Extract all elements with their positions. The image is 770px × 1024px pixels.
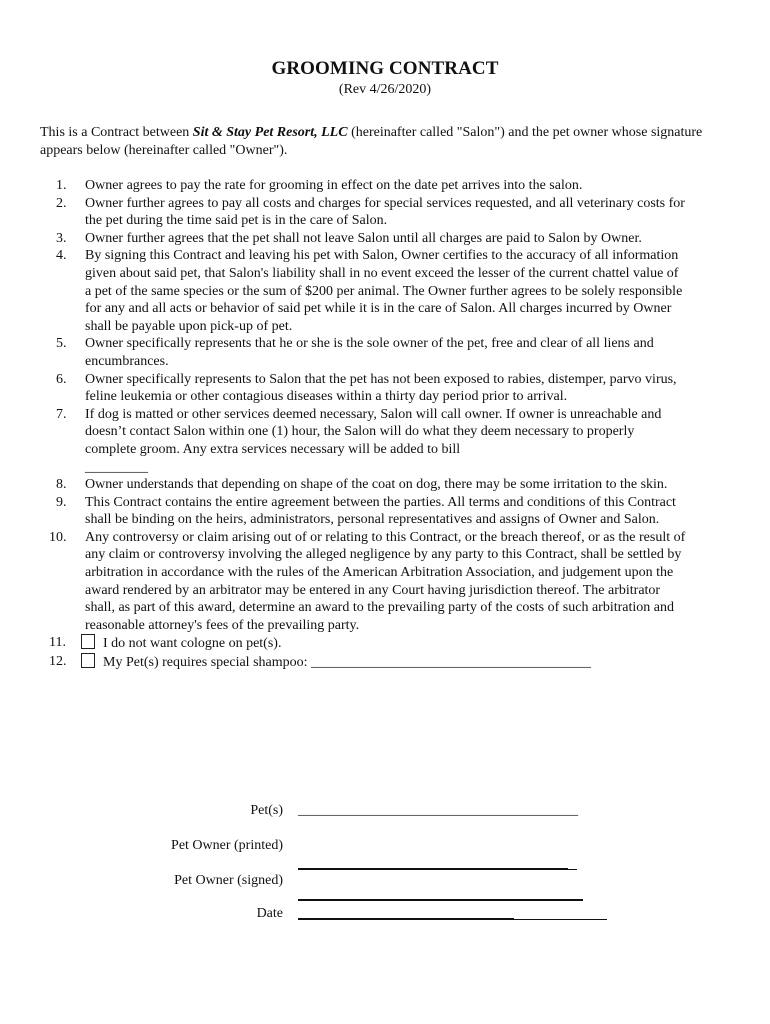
term-text: Owner further agrees that the pet shall not leave Salon until all charges are paid to Salon by Owner. [85,230,642,246]
term-number: 8. [56,477,67,493]
term-item [40,195,688,230]
term-text: My Pet(s) requires special shampoo: [103,655,312,671]
salon-name: Sit & Stay Pet Resort, LLC [192,125,348,140]
term-item [40,529,688,635]
extra-services-blank[interactable]: _________ [85,459,148,475]
term-item [40,476,688,494]
term-number: 1. [56,178,67,193]
date-label: Date [256,906,283,921]
term-item [40,406,688,476]
term-item [40,653,688,672]
owner-signed-line[interactable] [298,899,583,901]
pets-blank[interactable]: ________________________________________ [298,803,578,818]
pets-label: Pet(s) [250,803,283,818]
no-cologne-checkbox[interactable] [81,634,95,649]
term-number: 12. [49,654,67,670]
term-text: Owner further agrees to pay all costs and charges for special services requested, and all veterinary costs for the pet during the time said pet is in the care of Salon. [85,195,685,229]
term-item [40,634,688,653]
owner-printed-label: Pet Owner (printed) [171,838,283,853]
term-item [40,335,688,370]
term-item [40,177,688,195]
term-item [40,247,688,335]
term-item [40,230,688,248]
term-text: Owner specifically represents that he or she is the sole owner of the pet, free and clear of all liens and encumbrances. [85,336,654,369]
term-number: 3. [56,230,67,246]
intro-text-before: This is a Contract between [40,125,193,140]
owner-printed-line-tail [568,869,577,870]
term-number: 5. [56,336,67,352]
date-line[interactable] [298,918,514,920]
term-number: 9. [56,494,67,510]
intro-paragraph [40,124,720,159]
owner-signed-label: Pet Owner (signed) [174,873,283,888]
term-item [40,494,688,529]
term-text: Owner specifically represents to Salon that the pet has not been exposed to rabies, distemper, parvo virus, feline leukemia or other contagious diseases within a thirty day period prior to arrival. [85,371,677,405]
term-text: If dog is matted or other services deemed necessary, Salon will call owner. If owner is unreachable and doesn’t contact Salon within one (1) hour, the Salon will do what they deem necessary to properly complete groom. Any extra services necessary will be added to bill [85,406,662,457]
intro-text-after: (hereinafter called "Salon") and the pet owner whose signature appears below (hereinafter called "Owner"). [40,125,703,158]
term-text: Owner agrees to pay the rate for grooming in effect on the date pet arrives into the salon. [85,178,583,193]
term-number: 11. [49,635,66,651]
term-text: This Contract contains the entire agreement between the parties. All terms and conditions of this Contract shall be binding on the heirs, administrators, personal representatives and assigns of Owner and Salon. [85,494,676,528]
owner-printed-line[interactable] [298,868,568,870]
term-number: 7. [56,406,67,422]
term-text: Owner understands that depending on shape of the coat on dog, there may be some irritation to the skin. [85,477,668,493]
document-title: GROOMING CONTRACT [271,58,499,79]
term-number: 6. [56,371,67,387]
special-shampoo-blank[interactable]: ________________________________________ [311,655,592,671]
term-text: By signing this Contract and leaving his pet with Salon, Owner certifies to the accuracy of all information given about said pet, that Salon's liability shall in no event exceed the lesser of the current chattel value of a pet of the same species or the sum of $200 per animal. The Owner further agrees to be solely responsible for any and all acts or behavior of said pet while it is in the care of Salon. All charges incurred by Owner shall be payable upon pick-up of pet. [85,248,683,334]
terms-list [40,177,688,672]
revision-date: (Rev 4/26/2020) [338,82,432,97]
term-text: I do not want cologne on pet(s). [103,636,282,652]
special-shampoo-checkbox[interactable] [81,653,95,668]
term-number: 10. [49,529,67,545]
term-item [40,371,688,406]
term-number: 4. [56,248,67,264]
term-text: Any controversy or claim arising out of or relating to this Contract, or the breach thereof, or as the result of any claim or controversy involving the alleged negligence by any party to this Contract, shall be settled by arbitration in accordance with the rules of the American Arbitration Association, and judgement upon the award rendered by an arbitrator may be entered in any Court having jurisdiction thereof. The arbitrator shall, as part of this award, determine an award to the prevailing party of the costs of such arbitration and reasonable attorney's fees of the prevailing party. [85,529,686,633]
date-line-tail [514,919,607,920]
term-number: 2. [56,195,67,211]
